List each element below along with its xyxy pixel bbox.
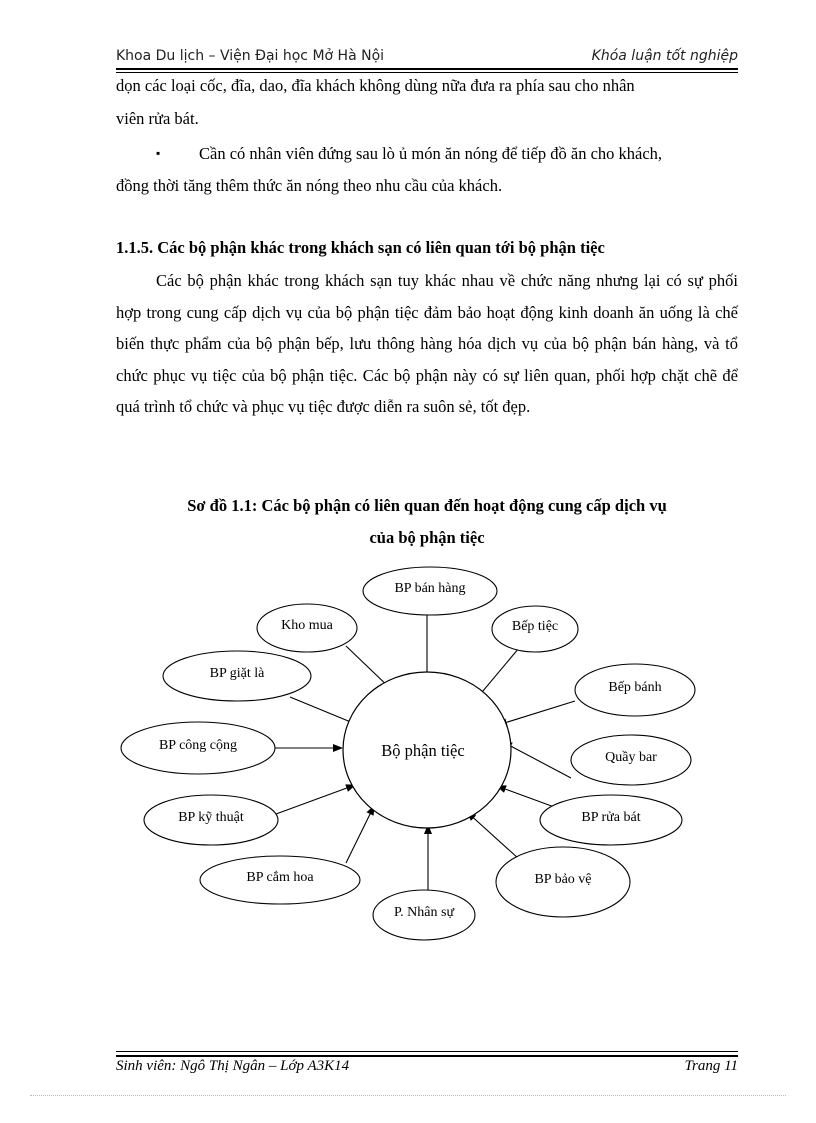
diagram-caption-line1: Sơ đồ 1.1: Các bộ phận có liên quan đến hoạt động cung cấp dịch vụ [187, 496, 667, 515]
diagram-node [363, 567, 497, 615]
diagram-node-label: BP bảo vệ [534, 872, 592, 888]
diagram-node-label: Kho mua [281, 618, 333, 634]
diagram-arrow [503, 742, 571, 778]
footer-page-number: Trang 11 [684, 1058, 738, 1074]
para1-line2: viên rửa bát. [116, 109, 199, 128]
header-left: Khoa Du lịch – Viện Đại học Mở Hà Nội [116, 48, 385, 64]
diagram-node-label: BP rửa bát [581, 810, 641, 826]
diagram-node [540, 795, 682, 845]
page-footer [116, 1058, 738, 1080]
diagram-arrow [290, 697, 358, 725]
center-node [343, 672, 511, 828]
diagram-arrow [497, 786, 557, 808]
diagram-node [575, 664, 695, 716]
page-edge-dots [30, 1095, 786, 1096]
diagram-node-label: P. Nhân sự [393, 905, 455, 921]
diagram-node [200, 856, 360, 904]
diagram-node-label: BP công cộng [158, 738, 238, 754]
diagram-node [257, 604, 357, 652]
diagram-arrow [346, 806, 374, 863]
diagram-caption-line2: của bộ phận tiệc [369, 528, 485, 547]
diagram-node-label: BP bán hàng [394, 581, 466, 597]
header-right: Khóa luận tốt nghiệp [591, 48, 738, 64]
diagram-arrow [276, 785, 355, 814]
footer-rule-thin [116, 1051, 738, 1052]
diagram-node-label: BP cắm hoa [246, 870, 314, 886]
paragraph-2-text: Các bộ phận khác trong khách sạn tuy khác nhau về chức năng nhưng lại có sự phối hợp trong cung cấp dịch vụ của bộ phận tiệc đảm bảo hoạt động kinh doanh ăn uống là chế biến thực phẩm của bộ phận bếp, lưu thông hàng hóa dịch vụ của bộ phận bán hàng, và tổ chức phục vụ tiệc của bộ phận tiệc. Các bộ phận này có sự liên quan, phối hợp chặt chẽ để quá trình tổ chức và phục vụ tiệc được diễn ra suôn sẻ, tốt đẹp. [116, 271, 738, 417]
diagram-arrow [467, 812, 519, 859]
diagram-arrow [498, 701, 575, 725]
bullet-line2: đồng thời tăng thêm thức ăn nóng theo nhu cầu của khách. [116, 176, 503, 195]
diagram-node-label: Bếp bánh [608, 680, 662, 696]
diagram-node-label: BP kỹ thuật [178, 810, 244, 826]
footer-left: Sinh viên: Ngô Thị Ngân – Lớp A3K14 [116, 1058, 350, 1074]
center-label: Bộ phận tiệc [381, 740, 465, 760]
footer-rule [116, 1055, 738, 1057]
diagram-node [121, 722, 275, 774]
para1-line1: dọn các loại cốc, đĩa, dao, đĩa khách không dùng nữa đưa ra phía sau cho nhân [116, 76, 635, 95]
diagram-node-label: BP giặt là [209, 666, 265, 682]
diagram-node [571, 735, 691, 785]
section-heading: 1.1.5. Các bộ phận khác trong khách sạn có liên quan tới bộ phận tiệc [116, 238, 605, 257]
bullet-marker: ▪ [156, 146, 161, 160]
diagram-node [373, 890, 475, 940]
diagram-node-label: Quầy bar [605, 750, 657, 766]
diagram-node [144, 795, 278, 845]
diagram-node [492, 606, 578, 652]
diagram-node-label: Bếp tiệc [511, 619, 559, 635]
bullet-line1: Cần có nhân viên đứng sau lò ủ món ăn nóng để tiếp đồ ăn cho khách, [199, 144, 663, 163]
diagram-node [163, 651, 311, 701]
diagram-node [496, 847, 630, 917]
